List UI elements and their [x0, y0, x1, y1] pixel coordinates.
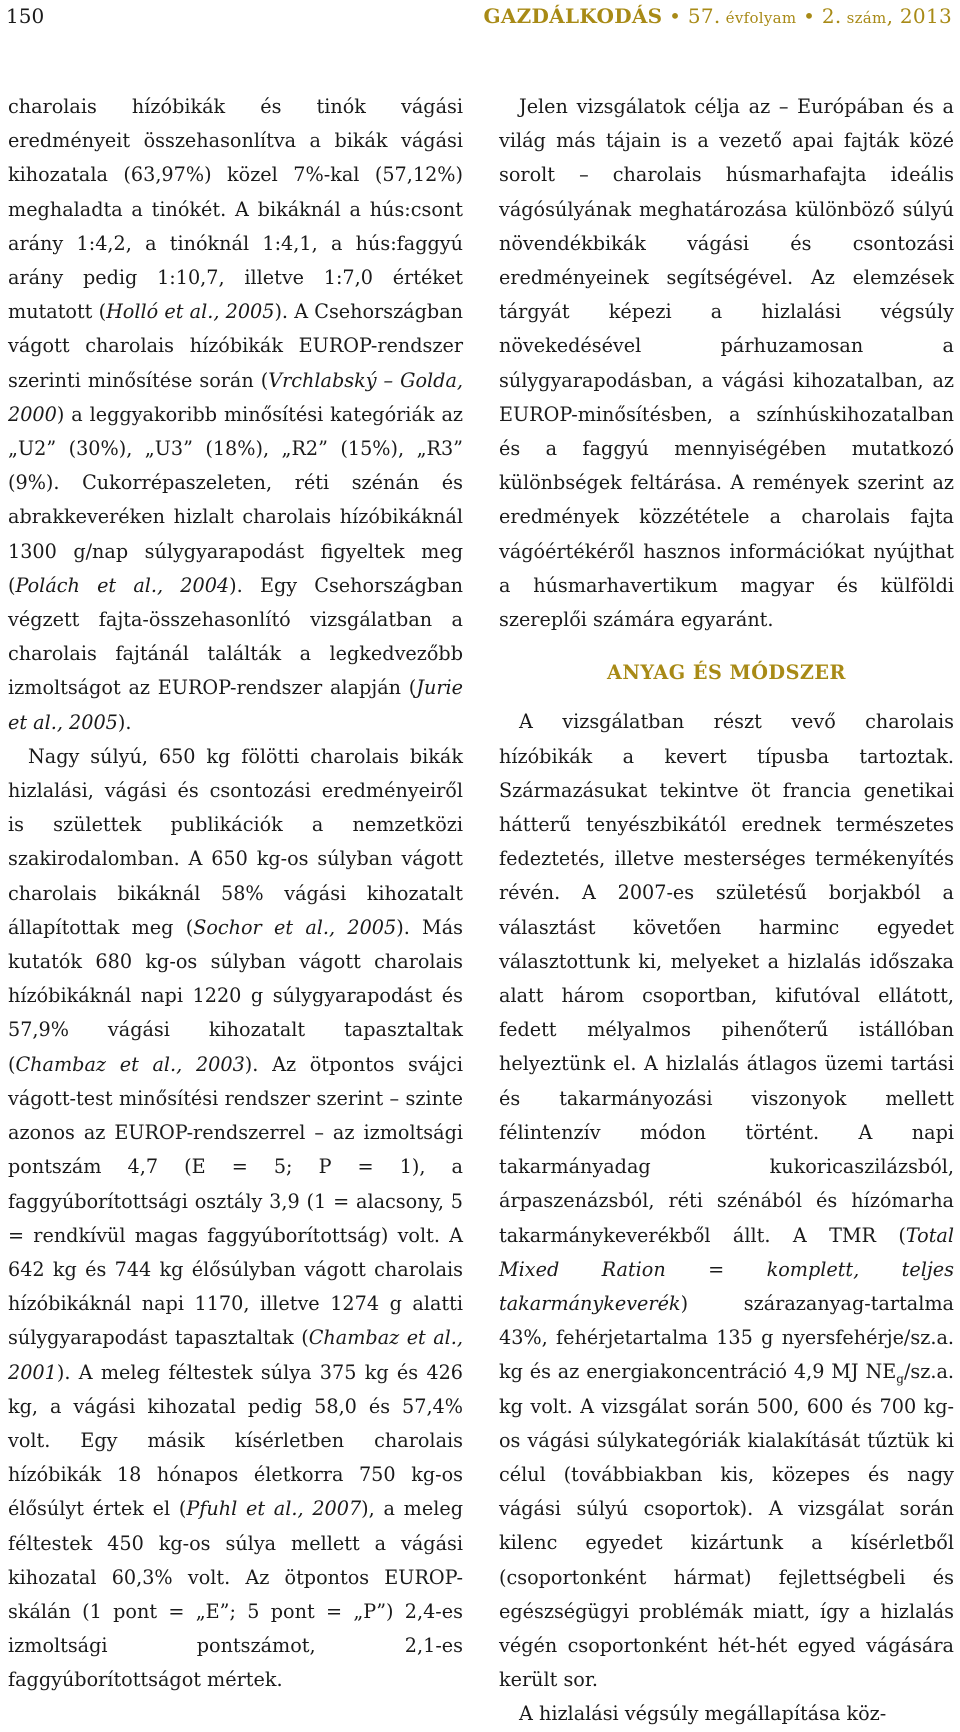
text: A vizsgálatban részt vevő charolais hízóbikák a kevert típusba tartoztak. Származásukat tekintve öt francia genetikai hátterű tenyészbikától erednek természetes fedeztetés, illetve mesterséges termékenyítés révén. A 2007-es születésű borjakból a választást követően harminc egyedet választottunk ki, melyeket a hizlalás időszaka alatt három csoportban, kifutóval ellátott, fedett mélyalmos pihenőterű istállóban helyeztünk el. A hizlalás átlagos üzemi tartási és takarmányozási viszonyok mellett félintenzív módon történt. A napi takarmányadag kukoricaszilázsból, árpaszenázsból, réti szénából és hízómarha takarmánykeverékből állt. A TMR (	[499, 710, 954, 1247]
paragraph-3: Jelen vizsgálatok célja az – Európában és a világ más tájain is a vezető apai fajták közé sorolt – charolais húsmarhafajta ideális vágósúlyának meghatározása különböző súlyú növendékbikák vágási és csontozási eredményeinek segítségével. Az elemzések tárgyát képezi a hizlalási végsúly növekedésével párhuzamosan a súlygyarapodásban, a vágási kihozatalban, az EUROP-minősítésben, a színhúskihozatalban és a faggyú mennyiségében mutatkozó különbségek feltárása. A remények szerint az eredmények közzététele a charolais fajta vágóértékéről hasznos információkat nyújthat a húsmarhavertikum magyar és külföldi szereplői számára egyaránt.	[499, 95, 954, 632]
issue-number: 2.	[821, 4, 842, 28]
text: /sz.a. kg volt. A vizsgálat során 500, 600 és 700 kg-os vágási súlykategóriák kialakítását tűztük ki célul (továbbiakban kis, közepes és nagy vágási súlyú csoportok). A vizsgálat során kilenc egyedet kizártunk a kísérletből (csoportonként hármat) fejlettségbeli és egészségügyi problémák miatt, így a hizlalás végén csoportonként hét-hét egyed vágására került sor.	[499, 1360, 954, 1692]
journal-name: GAZDÁLKODÁS	[483, 4, 663, 28]
volume-label: évfolyam	[720, 9, 797, 27]
paragraph-2	[8, 740, 463, 1698]
text: ) a leggyakoribb minősítési kategóriák az „U2” (30%), „U3” (18%), „R2” (15%), „R3” (9%). Cukorrépaszeleten, réti szénán és abrakkeveréken hizlalt charolais hízóbikáknál 1300 g/nap súlygyarapodást figyeltek meg (	[8, 402, 463, 597]
text: Nagy súlyú, 650 kg fölötti charolais bikák hizlalási, vágási és csontozási eredményeiről is születtek publikációk a nemzetközi szakirodalomban. A 650 kg-os súlyban vágott charolais bikáknál 58% vágási kihozatalt állapítottak meg (	[8, 744, 463, 939]
citation: Chambaz et al., 2001	[8, 1326, 463, 1384]
citation: Vrchlabský – Golda, 2000	[8, 368, 464, 426]
paragraph-5: A hizlalási végsúly megállapítása köz-	[519, 1702, 887, 1726]
running-head	[483, 4, 952, 28]
text: ), a meleg féltestek 450 kg-os súlya mellett a vágási kihozatal 60,3% volt. Az ötpontos EUROP-skálán (1 pont = „E”; 5 pont = „P”) 2,4-es izmoltsági pontszámot, 2,1-es faggyúborítottságot mértek.	[8, 1497, 463, 1692]
separator: •	[662, 4, 688, 28]
issue-label: szám	[841, 9, 887, 27]
citation: Pfuhl et al., 2007	[186, 1497, 362, 1521]
text: ). Más kutatók 680 kg-os súlyban vágott charolais hízóbikáknál napi 1220 g súlygyarapodást és 57,9% vágási kihozatalt tapasztaltak (	[8, 915, 463, 1076]
paragraph-1	[8, 90, 463, 740]
year: , 2013	[886, 4, 952, 28]
volume-number: 57.	[687, 4, 721, 28]
right-column	[499, 90, 954, 1732]
text: ) szárazanyag-tartalma 43%, fehérjetartalma 135 g nyersfehérje/sz.a. kg és az energiakoncentráció 4,9 MJ NE	[499, 1291, 954, 1384]
italic-term: Total Mixed Ration = komplett, teljes takarmánykeverék	[499, 1223, 954, 1315]
text: charolais hízóbikák és tinók vágási eredményeit összehasonlítva a bikák vágási kihozatala (63,97%) közel 7%-kal (57,12%) meghaladta a tinókét. A bikáknál a hús:csont arány 1:4,2, a tinóknál 1:4,1, a hús:faggyú arány pedig 1:10,7, illetve 1:7,0 értéket mutatott (	[8, 95, 463, 324]
citation: Chambaz et al., 2003	[15, 1052, 245, 1076]
section-title: ANYAG ÉS MÓDSZER	[606, 661, 847, 685]
citation: Jurie et al., 2005	[8, 676, 463, 734]
text: ). Az ötpontos svájci vágott-test minősítési rendszer szerint – szinte azonos az EUROP-rendszerrel – az izmoltsági pontszám 4,7 (E = 5; P = 1), a faggyúborítottsági osztály 3,9 (1 = alacsony, 5 = rendkívül magas faggyúborítottság) volt. A 642 kg és 744 kg élősúlyban vágott charolais hízóbikáknál napi 1170, illetve 1274 g alatti súlygyarapodást tapasztaltak (	[8, 1052, 463, 1350]
text: ). A meleg féltestek súlya 375 kg és 426 kg, a vágási kihozatal pedig 58,0 és 57,4% volt. Egy másik kísérletben charolais hízóbikák 18 hónapos életkorra 750 kg-os élősúlyt értek el (	[8, 1360, 463, 1521]
citation: Sochor et al., 2005	[193, 915, 397, 939]
page-number: 150	[6, 4, 45, 28]
citation: Holló et al., 2005	[106, 300, 275, 324]
text: ). Egy Csehországban végzett fajta-összehasonlító vizsgálatban a charolais fajtánál találták a legkedvezőbb izmoltságot az EUROP-rendszer alapján (	[8, 573, 463, 700]
citation: Polách et al., 2004	[15, 573, 230, 597]
text: ). A Csehországban vágott charolais hízóbikák EUROP-rendszer szerinti minősítése során (	[8, 300, 463, 392]
text: ).	[117, 710, 132, 734]
paragraph-4	[499, 705, 954, 1697]
subscript: g	[896, 1372, 904, 1387]
page-header	[0, 0, 960, 40]
left-column	[8, 90, 463, 1698]
separator: •	[796, 4, 822, 28]
